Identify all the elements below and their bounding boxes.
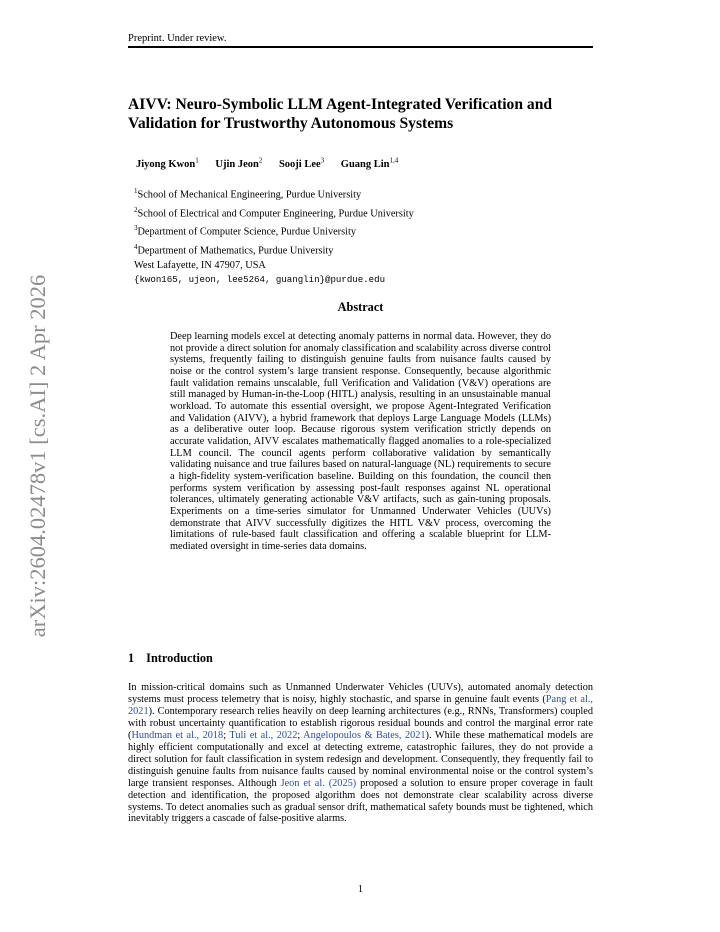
abstract-body: Deep learning models excel at detecting anomaly patterns in normal data. However, they do not provide a direct solution for anomaly classification and scalability across diverse control systems, frequently failing to distinguish genuine faults from nuisance faults caused by noise or the control system’s large transient response. Consequently, because algorithmic fault validation remains unscalable, full Verification and Validation (V&V) operations are still managed by Human-in-the-Loop (HITL) analysis, resulting in an unsustainable manual workload. To automate this essential oversight, we propose Agent-Integrated Verification and Validation (AIVV), a hybrid framework that deploys Large Language Models (LLMs) as a deliberative outer loop. Because rigorous system verification strictly depends on accurate validation, AIVV escalates mathematically flagged anomalies to a role-specialized LLM council. The council agents perform collaborative validation by semantically validating nuisance and true failures based on natural-language (NL) requirements to secure a high-fidelity system-verification baseline. Building on this foundation, the council then performs system verification by assessing post-fault responses against NL operational tolerances, ultimately generating actionable V&V artifacts, such as gain-tuning proposals. Experiments on a time-series simulator for Unmanned Underwater Vehicles (UUVs) demonstrate that AIVV successfully digitizes the HITL V&V process, overcoming the limitations of rule-based fault classification and offering a scalable blueprint for LLM-mediated oversight in time-series data domains. (170, 331, 551, 552)
citation-link[interactable]: Angelopoulos & Bates, 2021 (303, 729, 426, 741)
author-affil-mark: 2 (258, 156, 263, 164)
intro-text: ). While these mathematical models are highly efficient computationally and excel at detecting extreme, catastrophic failures, they do not provide a direct solution for fault classification in system redesign and development. Consequently, they frequently fail to distinguish genuine faults from nuisance faults caused by nominal environmental noise or the control system’s large transient responses. Although (128, 729, 594, 789)
author (215, 156, 263, 170)
address: West Lafayette, IN 47907, USA (134, 259, 266, 271)
author-affil-mark: 1 (195, 156, 199, 164)
citation-link[interactable]: Pang et al., 2021 (128, 693, 593, 717)
affil-mark: 3 (134, 224, 138, 233)
header-rule (128, 46, 593, 48)
affiliation (134, 240, 414, 259)
author (340, 156, 399, 170)
section-number: 1 (128, 651, 135, 665)
author-name: Ujin Jeon (215, 158, 259, 170)
running-head: Preprint. Under review. (128, 33, 227, 44)
author-list (136, 156, 412, 170)
intro-text: proposed a solution to ensure proper coverage in fault detection and identification, the proposed algorithm does not demonstrate clear scalability across diverse systems. To detect anomalies such as gradual sensor drift, mathematical safety bounds must be tightened, which inevitably triggers a cascade of false-positive alarms. (128, 777, 593, 825)
author (136, 156, 199, 170)
affiliation (134, 184, 414, 203)
affil-mark: 2 (134, 205, 138, 214)
citation-separator: ; (297, 729, 304, 741)
author-affil-mark: 3 (320, 156, 325, 164)
author-name: Sooji Lee (278, 158, 321, 170)
affiliation (134, 221, 414, 240)
affil-text: School of Electrical and Computer Engineering, Purdue University (137, 208, 414, 220)
author-affil-mark: 1,4 (389, 156, 399, 164)
arxiv-side-label-text: arXiv:2604.02478v1 [cs.AI] 2 Apr 2026 (25, 274, 50, 638)
page-number: 1 (357, 884, 364, 895)
section-title: Introduction (146, 651, 213, 665)
intro-paragraph (128, 682, 593, 825)
citation-link[interactable]: Jeon et al. (2025) (280, 777, 357, 789)
affiliations-block (134, 184, 414, 287)
affil-text: School of Mechanical Engineering, Purdue University (137, 189, 362, 201)
paper-title: AIVV: Neuro-Symbolic LLM Agent-Integrated Verification and Validation for Trustworthy Autonomous Systems (128, 96, 553, 132)
affil-text: Department of Mathematics, Purdue University (137, 245, 334, 257)
author (278, 156, 325, 170)
arxiv-side-label (24, 266, 52, 646)
citation-link[interactable]: Hundman et al., 2018 (131, 729, 224, 741)
affil-text: Department of Computer Science, Purdue University (137, 226, 356, 238)
email-list[interactable]: {kwon165, ujeon, lee5264, guanglin}@purdue.edu (134, 273, 386, 285)
citation-separator: ; (223, 729, 230, 741)
abstract-heading: Abstract (337, 300, 384, 314)
intro-text: In mission-critical domains such as Unmanned Underwater Vehicles (UUVs), automated anomaly detection systems must process telemetry that is noisy, highly stochastic, and sparse in genuine fault events ( (128, 682, 593, 705)
citation-link[interactable]: Tuli et al., 2022 (229, 729, 298, 741)
author-name: Guang Lin (340, 158, 390, 170)
affiliation (134, 203, 414, 222)
section-heading (128, 651, 213, 666)
author-name: Jiyong Kwon (136, 158, 196, 170)
affil-mark: 4 (134, 242, 138, 251)
intro-text: ). Contemporary research relies heavily on deep learning architectures (e.g., RNNs, Transformers) coupled with robust uncertainty quantification to establish rigorous residual bounds and control the marginal error rate ( (128, 705, 593, 741)
affil-mark: 1 (134, 187, 138, 195)
